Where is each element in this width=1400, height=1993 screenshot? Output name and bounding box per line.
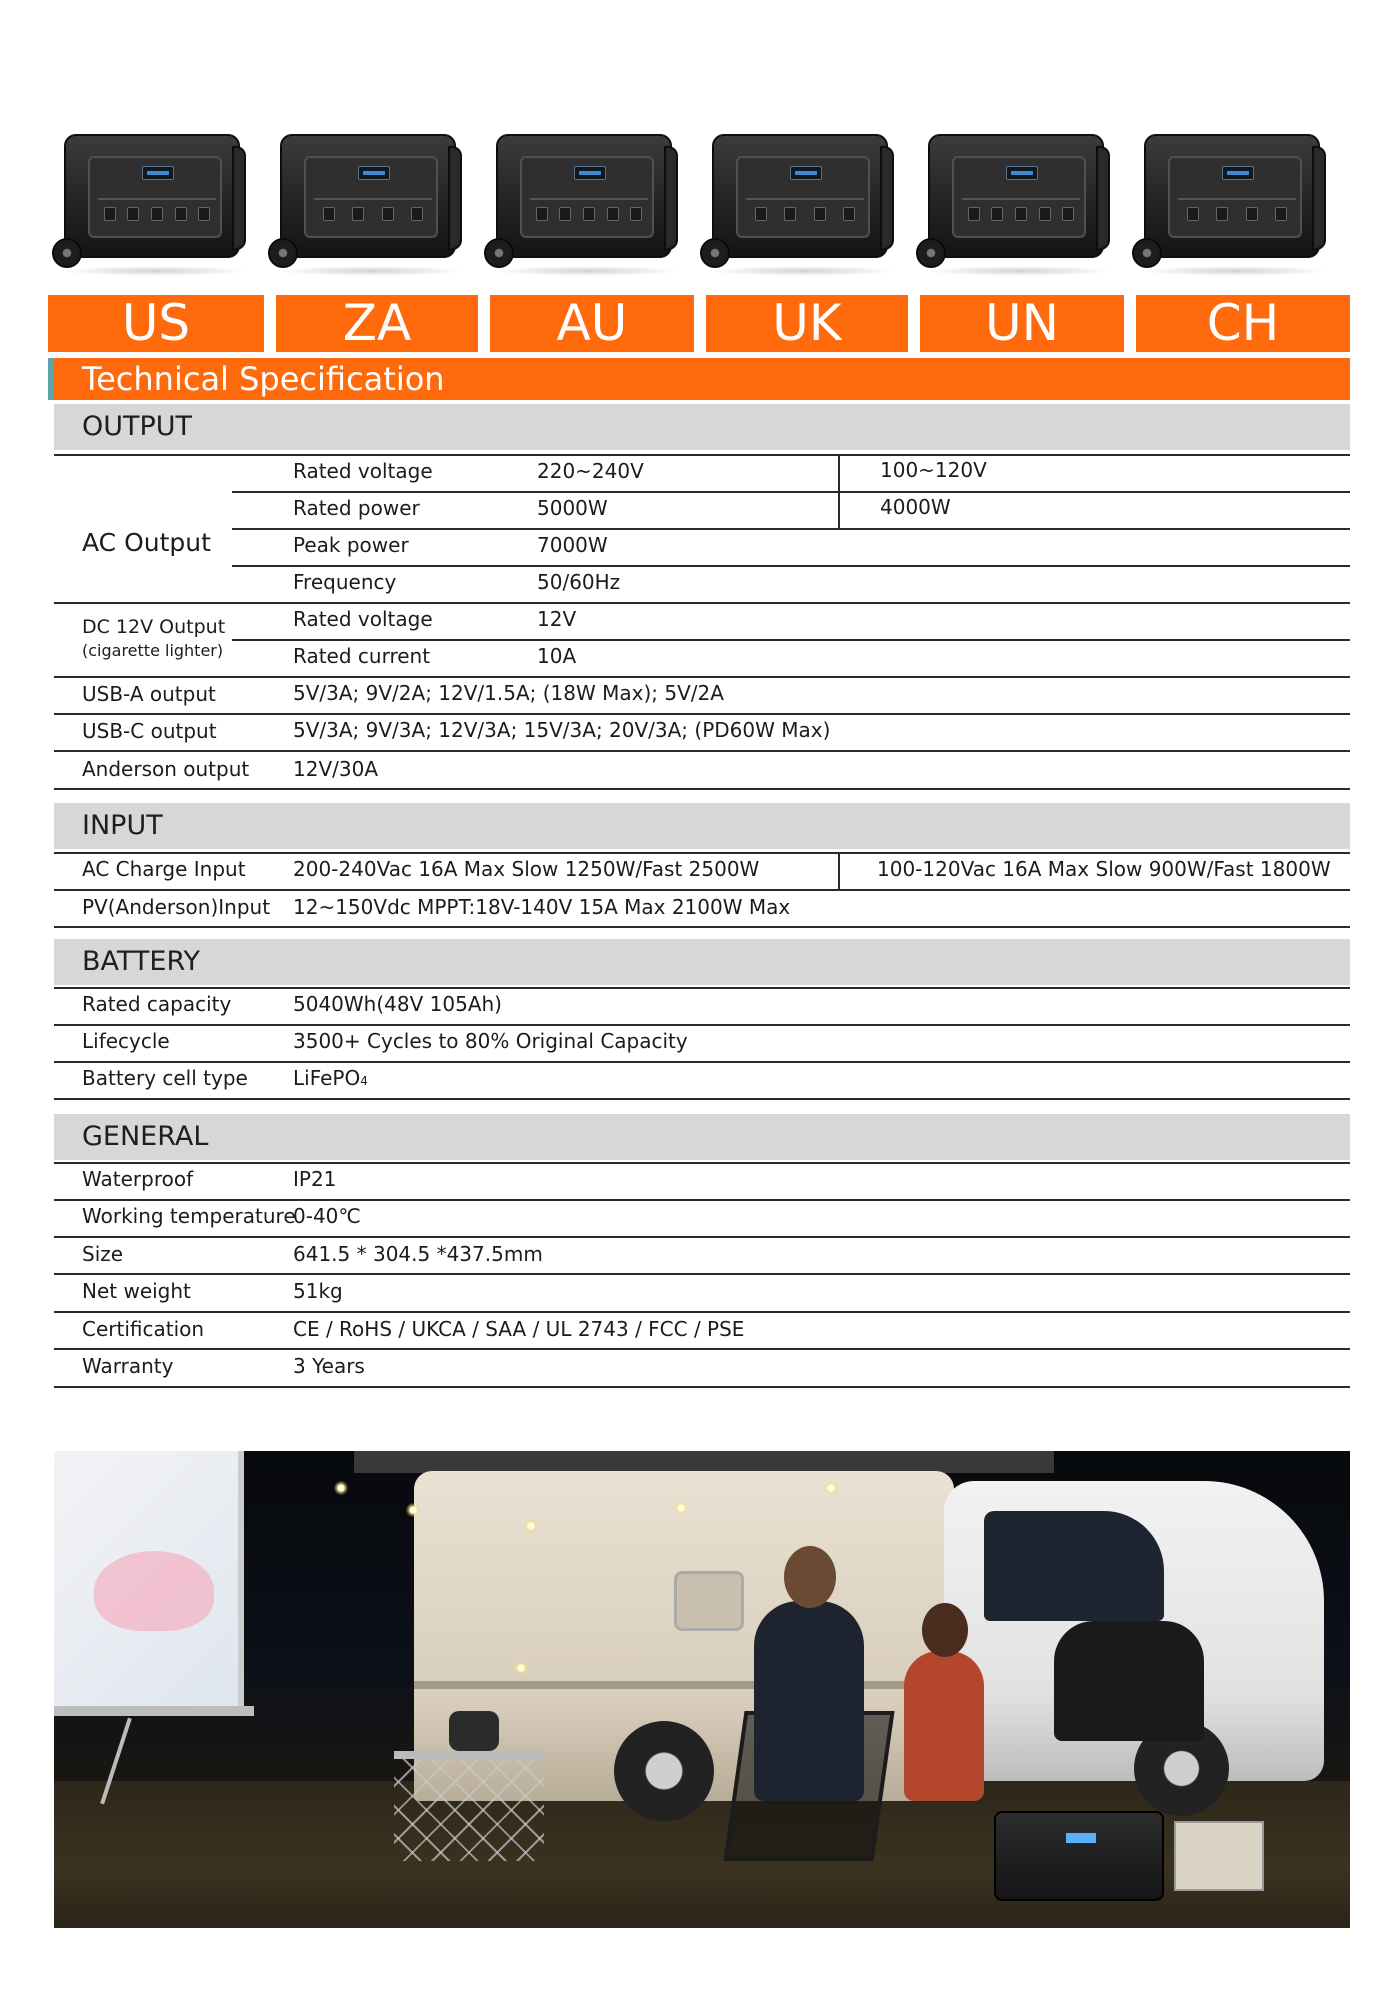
dc-output-group-sub: (cigarette lighter) xyxy=(82,641,224,660)
ac-charge-input-label: AC Charge Input xyxy=(82,857,246,881)
projector-screen xyxy=(54,1451,244,1706)
divider xyxy=(54,602,1350,604)
title-bar xyxy=(48,358,1350,400)
battery-cell-type-value xyxy=(293,1066,368,1093)
battery-cell-type-subscript: 4 xyxy=(360,1074,368,1088)
certification-value: CE / RoHS / UKCA / SAA / UL 2743 / FCC / PSE xyxy=(293,1317,745,1341)
divider xyxy=(54,1348,1350,1350)
divider xyxy=(232,491,1350,493)
divider xyxy=(54,1386,1350,1388)
ac-rated-power-value: 5000W xyxy=(537,496,608,520)
section-input xyxy=(54,803,1350,849)
power-station-us-icon xyxy=(50,128,250,268)
dc-output-group-label: DC 12V Output xyxy=(82,616,226,638)
projector xyxy=(449,1711,499,1751)
size-label: Size xyxy=(82,1242,124,1266)
section-battery xyxy=(54,939,1350,985)
ac-frequency-value: 50/60Hz xyxy=(537,570,621,594)
ac-rated-power-label: Rated power xyxy=(293,496,420,520)
divider xyxy=(54,788,1350,790)
divider xyxy=(54,1199,1350,1201)
usb-c-output-value: 5V/3A; 9V/3A; 12V/3A; 15V/3A; 20V/3A; (PD60W Max) xyxy=(293,718,831,742)
region-uk: UK xyxy=(706,295,908,352)
divider xyxy=(54,889,1350,891)
person-woman xyxy=(904,1651,984,1801)
power-station-au-icon xyxy=(482,128,682,268)
certification-label: Certification xyxy=(82,1317,205,1341)
dc-rated-current-label: Rated current xyxy=(293,644,431,668)
region-bar xyxy=(48,295,1350,352)
rated-capacity-value: 5040Wh(48V 105Ah) xyxy=(293,992,502,1016)
lifecycle-label: Lifecycle xyxy=(82,1029,170,1053)
region-za: ZA xyxy=(276,295,478,352)
title-accent xyxy=(48,358,54,400)
battery-cell-type-label: Battery cell type xyxy=(82,1066,248,1090)
divider xyxy=(54,676,1350,678)
divider xyxy=(232,528,1350,530)
divider xyxy=(232,639,1350,641)
anderson-output-label: Anderson output xyxy=(82,757,250,781)
working-temperature-label: Working temperature xyxy=(82,1204,296,1228)
power-station-in-use xyxy=(994,1811,1164,1901)
divider xyxy=(54,1236,1350,1238)
power-station-un-icon xyxy=(914,128,1114,268)
section-general-title: GENERAL xyxy=(82,1121,209,1152)
product-images-row xyxy=(50,128,1350,276)
divider xyxy=(54,852,1350,854)
section-battery-title: BATTERY xyxy=(82,946,200,977)
usb-a-output-label: USB-A output xyxy=(82,682,216,706)
camping-scene-image xyxy=(54,1451,1350,1928)
ac-peak-power-label: Peak power xyxy=(293,533,409,557)
divider xyxy=(54,750,1350,752)
page-title: Technical Specification xyxy=(82,360,445,398)
column-divider xyxy=(838,454,840,528)
section-output xyxy=(54,404,1350,450)
power-station-za-icon xyxy=(266,128,466,268)
size-value: 641.5 * 304.5 *437.5mm xyxy=(293,1242,543,1266)
ac-charge-input-value-alt: 100-120Vac 16A Max Slow 900W/Fast 1800W xyxy=(877,857,1331,881)
power-station-ch-icon xyxy=(1130,128,1330,268)
divider xyxy=(54,1024,1350,1026)
usb-c-output-label: USB-C output xyxy=(82,719,217,743)
power-station-uk-icon xyxy=(698,128,898,268)
divider xyxy=(54,1273,1350,1275)
divider xyxy=(232,565,1350,567)
ac-peak-power-value: 7000W xyxy=(537,533,608,557)
dc-rated-current-value: 10A xyxy=(537,644,577,668)
divider xyxy=(54,1311,1350,1313)
section-input-title: INPUT xyxy=(82,810,163,841)
ac-rated-voltage-label: Rated voltage xyxy=(293,459,433,483)
folding-table xyxy=(394,1751,544,1861)
rated-capacity-label: Rated capacity xyxy=(82,992,232,1016)
dc-rated-voltage-value: 12V xyxy=(537,607,577,631)
working-temperature-value: 0-40℃ xyxy=(293,1204,361,1228)
ac-output-group-label: AC Output xyxy=(82,528,211,557)
divider xyxy=(54,1061,1350,1063)
section-output-title: OUTPUT xyxy=(82,411,193,442)
lifecycle-value: 3500+ Cycles to 80% Original Capacity xyxy=(293,1029,688,1053)
region-us: US xyxy=(48,295,264,352)
region-un: UN xyxy=(920,295,1124,352)
divider xyxy=(54,713,1350,715)
net-weight-value: 51kg xyxy=(293,1279,343,1303)
ac-charge-input-value: 200-240Vac 16A Max Slow 1250W/Fast 2500W xyxy=(293,857,760,881)
battery-cell-type-chem: LiFePO xyxy=(293,1066,361,1090)
person-man xyxy=(754,1601,864,1801)
ac-frequency-label: Frequency xyxy=(293,570,397,594)
ac-rated-voltage-value: 220~240V xyxy=(537,459,644,483)
usb-a-output-value: 5V/3A; 9V/2A; 12V/1.5A; (18W Max); 5V/2A xyxy=(293,681,724,705)
pv-input-label: PV(Anderson)Input xyxy=(82,895,271,919)
divider xyxy=(54,1162,1350,1164)
region-ch: CH xyxy=(1136,295,1350,352)
warranty-value: 3 Years xyxy=(293,1354,365,1378)
column-divider xyxy=(838,852,840,889)
ac-rated-power-value-alt: 4000W xyxy=(880,495,951,519)
divider xyxy=(54,987,1350,989)
dc-rated-voltage-label: Rated voltage xyxy=(293,607,433,631)
ac-rated-voltage-value-alt: 100~120V xyxy=(880,458,987,482)
anderson-output-value: 12V/30A xyxy=(293,757,378,781)
waterproof-value: IP21 xyxy=(293,1167,337,1191)
region-au: AU xyxy=(490,295,694,352)
waterproof-label: Waterproof xyxy=(82,1167,194,1191)
section-general xyxy=(54,1114,1350,1160)
warranty-label: Warranty xyxy=(82,1354,174,1378)
net-weight-label: Net weight xyxy=(82,1279,191,1303)
pv-input-value: 12~150Vdc MPPT:18V-140V 15A Max 2100W Max xyxy=(293,895,791,919)
divider xyxy=(54,926,1350,928)
divider xyxy=(54,454,1350,456)
divider xyxy=(54,1098,1350,1100)
